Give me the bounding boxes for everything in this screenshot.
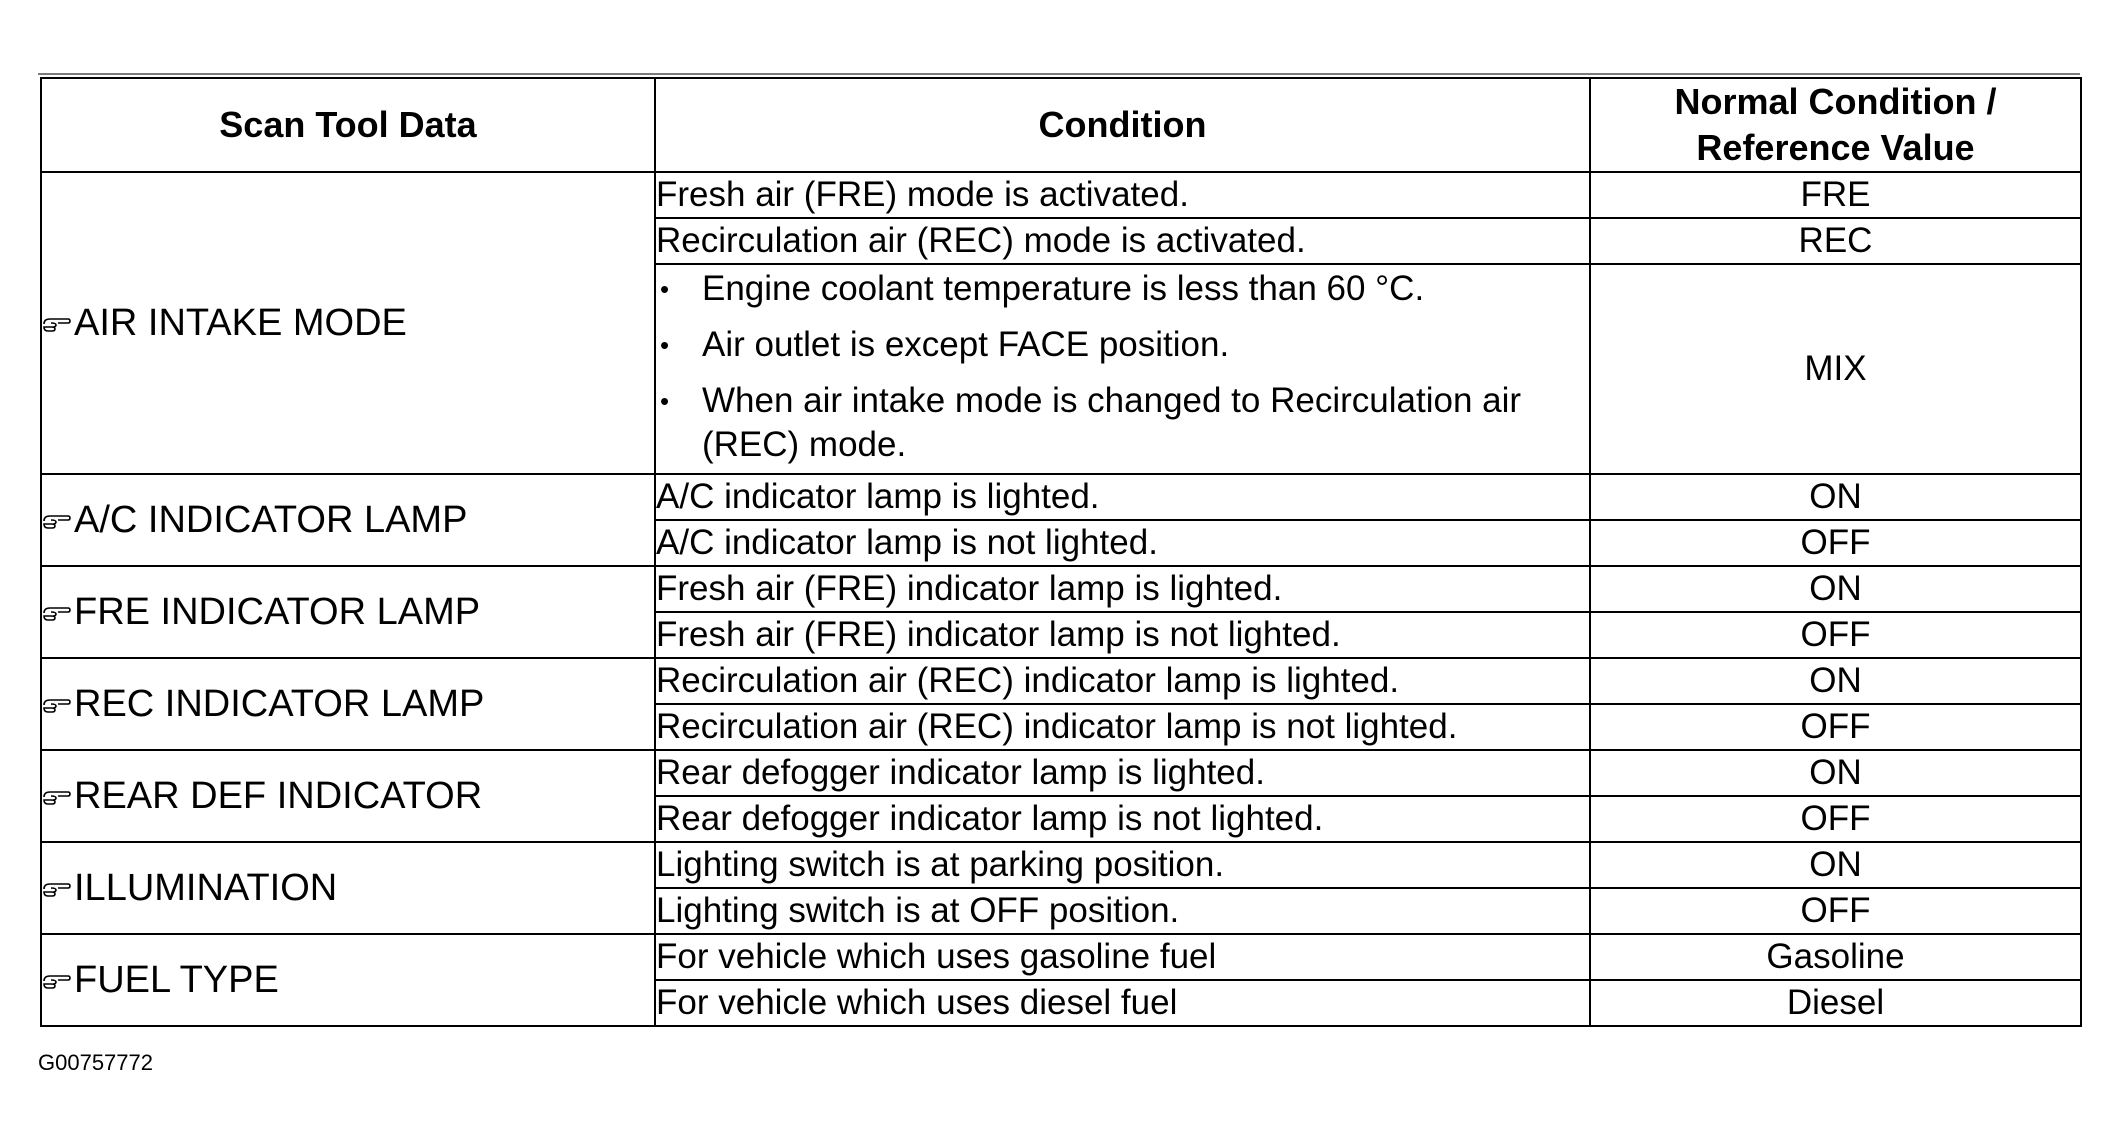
item-fre-indicator-lamp [41, 566, 655, 658]
reference-value-cell: ON [1590, 566, 2081, 612]
condition-cell: Fresh air (FRE) indicator lamp is not lighted. [655, 612, 1590, 658]
condition-bullet-list [656, 265, 1589, 473]
item-rear-def-indicator [41, 750, 655, 842]
top-rule [38, 73, 2080, 75]
figure-id: G00757772 [38, 1050, 153, 1075]
item-rec-indicator-lamp [41, 658, 655, 750]
header-condition: Condition [655, 78, 1590, 172]
table-row [41, 474, 2081, 520]
list-item [656, 323, 1589, 367]
item-label: REAR DEF INDICATOR [74, 774, 483, 817]
table-row [41, 658, 2081, 704]
list-item [656, 267, 1589, 311]
pointing-hand-icon [42, 788, 72, 806]
condition-cell: Recirculation air (REC) indicator lamp is not lighted. [655, 704, 1590, 750]
bullet-marker: • [660, 386, 670, 416]
pointing-hand-icon [42, 880, 72, 898]
reference-value-cell: ON [1590, 750, 2081, 796]
table-row [41, 566, 2081, 612]
bullet-text: Air outlet is except FACE position. [702, 325, 1230, 364]
condition-cell: A/C indicator lamp is lighted. [655, 474, 1590, 520]
item-label: FRE INDICATOR LAMP [74, 590, 481, 633]
header-scan-tool-data: Scan Tool Data [41, 78, 655, 172]
reference-value-cell: MIX [1590, 264, 2081, 474]
reference-value-cell: Diesel [1590, 980, 2081, 1026]
header-reference-line2: Reference Value [1696, 127, 1975, 168]
table-row [41, 750, 2081, 796]
pointing-hand-icon [42, 696, 72, 714]
condition-cell: Rear defogger indicator lamp is not lighted. [655, 796, 1590, 842]
item-ac-indicator-lamp [41, 474, 655, 566]
condition-cell: Lighting switch is at parking position. [655, 842, 1590, 888]
reference-value-cell: ON [1590, 658, 2081, 704]
item-label: A/C INDICATOR LAMP [74, 498, 468, 541]
header-row [41, 78, 2081, 172]
condition-cell: Lighting switch is at OFF position. [655, 888, 1590, 934]
pointing-hand-icon [42, 604, 72, 622]
pointing-hand-icon [42, 972, 72, 990]
item-air-intake-mode [41, 172, 655, 474]
reference-value-cell: FRE [1590, 172, 2081, 218]
item-illumination [41, 842, 655, 934]
reference-value-cell: OFF [1590, 796, 2081, 842]
reference-value-cell: REC [1590, 218, 2081, 264]
table-row [41, 172, 2081, 218]
item-label: ILLUMINATION [74, 866, 338, 909]
reference-value-cell: Gasoline [1590, 934, 2081, 980]
bullet-text: When air intake mode is changed to Recirculation air (REC) mode. [702, 381, 1522, 464]
scan-tool-data-table [40, 77, 2082, 1027]
bullet-marker: • [660, 330, 670, 360]
reference-value-cell: OFF [1590, 888, 2081, 934]
table-row [41, 842, 2081, 888]
reference-value-cell: OFF [1590, 704, 2081, 750]
condition-cell: Recirculation air (REC) indicator lamp is lighted. [655, 658, 1590, 704]
reference-value-cell: OFF [1590, 520, 2081, 566]
condition-cell: Recirculation air (REC) mode is activated. [655, 218, 1590, 264]
header-reference-value [1590, 78, 2081, 172]
pointing-hand-icon [42, 315, 72, 333]
condition-cell: For vehicle which uses diesel fuel [655, 980, 1590, 1026]
bullet-text: Engine coolant temperature is less than 60 °C. [702, 269, 1425, 308]
condition-cell-bullets [655, 264, 1590, 474]
reference-value-cell: OFF [1590, 612, 2081, 658]
item-label: FUEL TYPE [74, 958, 279, 1001]
reference-value-cell: ON [1590, 474, 2081, 520]
condition-cell: Rear defogger indicator lamp is lighted. [655, 750, 1590, 796]
condition-cell: A/C indicator lamp is not lighted. [655, 520, 1590, 566]
condition-cell: Fresh air (FRE) indicator lamp is lighted. [655, 566, 1590, 612]
header-reference-line1: Normal Condition / [1674, 81, 1997, 122]
bullet-marker: • [660, 274, 670, 304]
item-fuel-type [41, 934, 655, 1026]
table-row [41, 934, 2081, 980]
reference-value-cell: ON [1590, 842, 2081, 888]
condition-cell: For vehicle which uses gasoline fuel [655, 934, 1590, 980]
item-label: REC INDICATOR LAMP [74, 682, 485, 725]
item-label: AIR INTAKE MODE [74, 301, 407, 344]
condition-cell: Fresh air (FRE) mode is activated. [655, 172, 1590, 218]
pointing-hand-icon [42, 512, 72, 530]
list-item [656, 379, 1589, 467]
